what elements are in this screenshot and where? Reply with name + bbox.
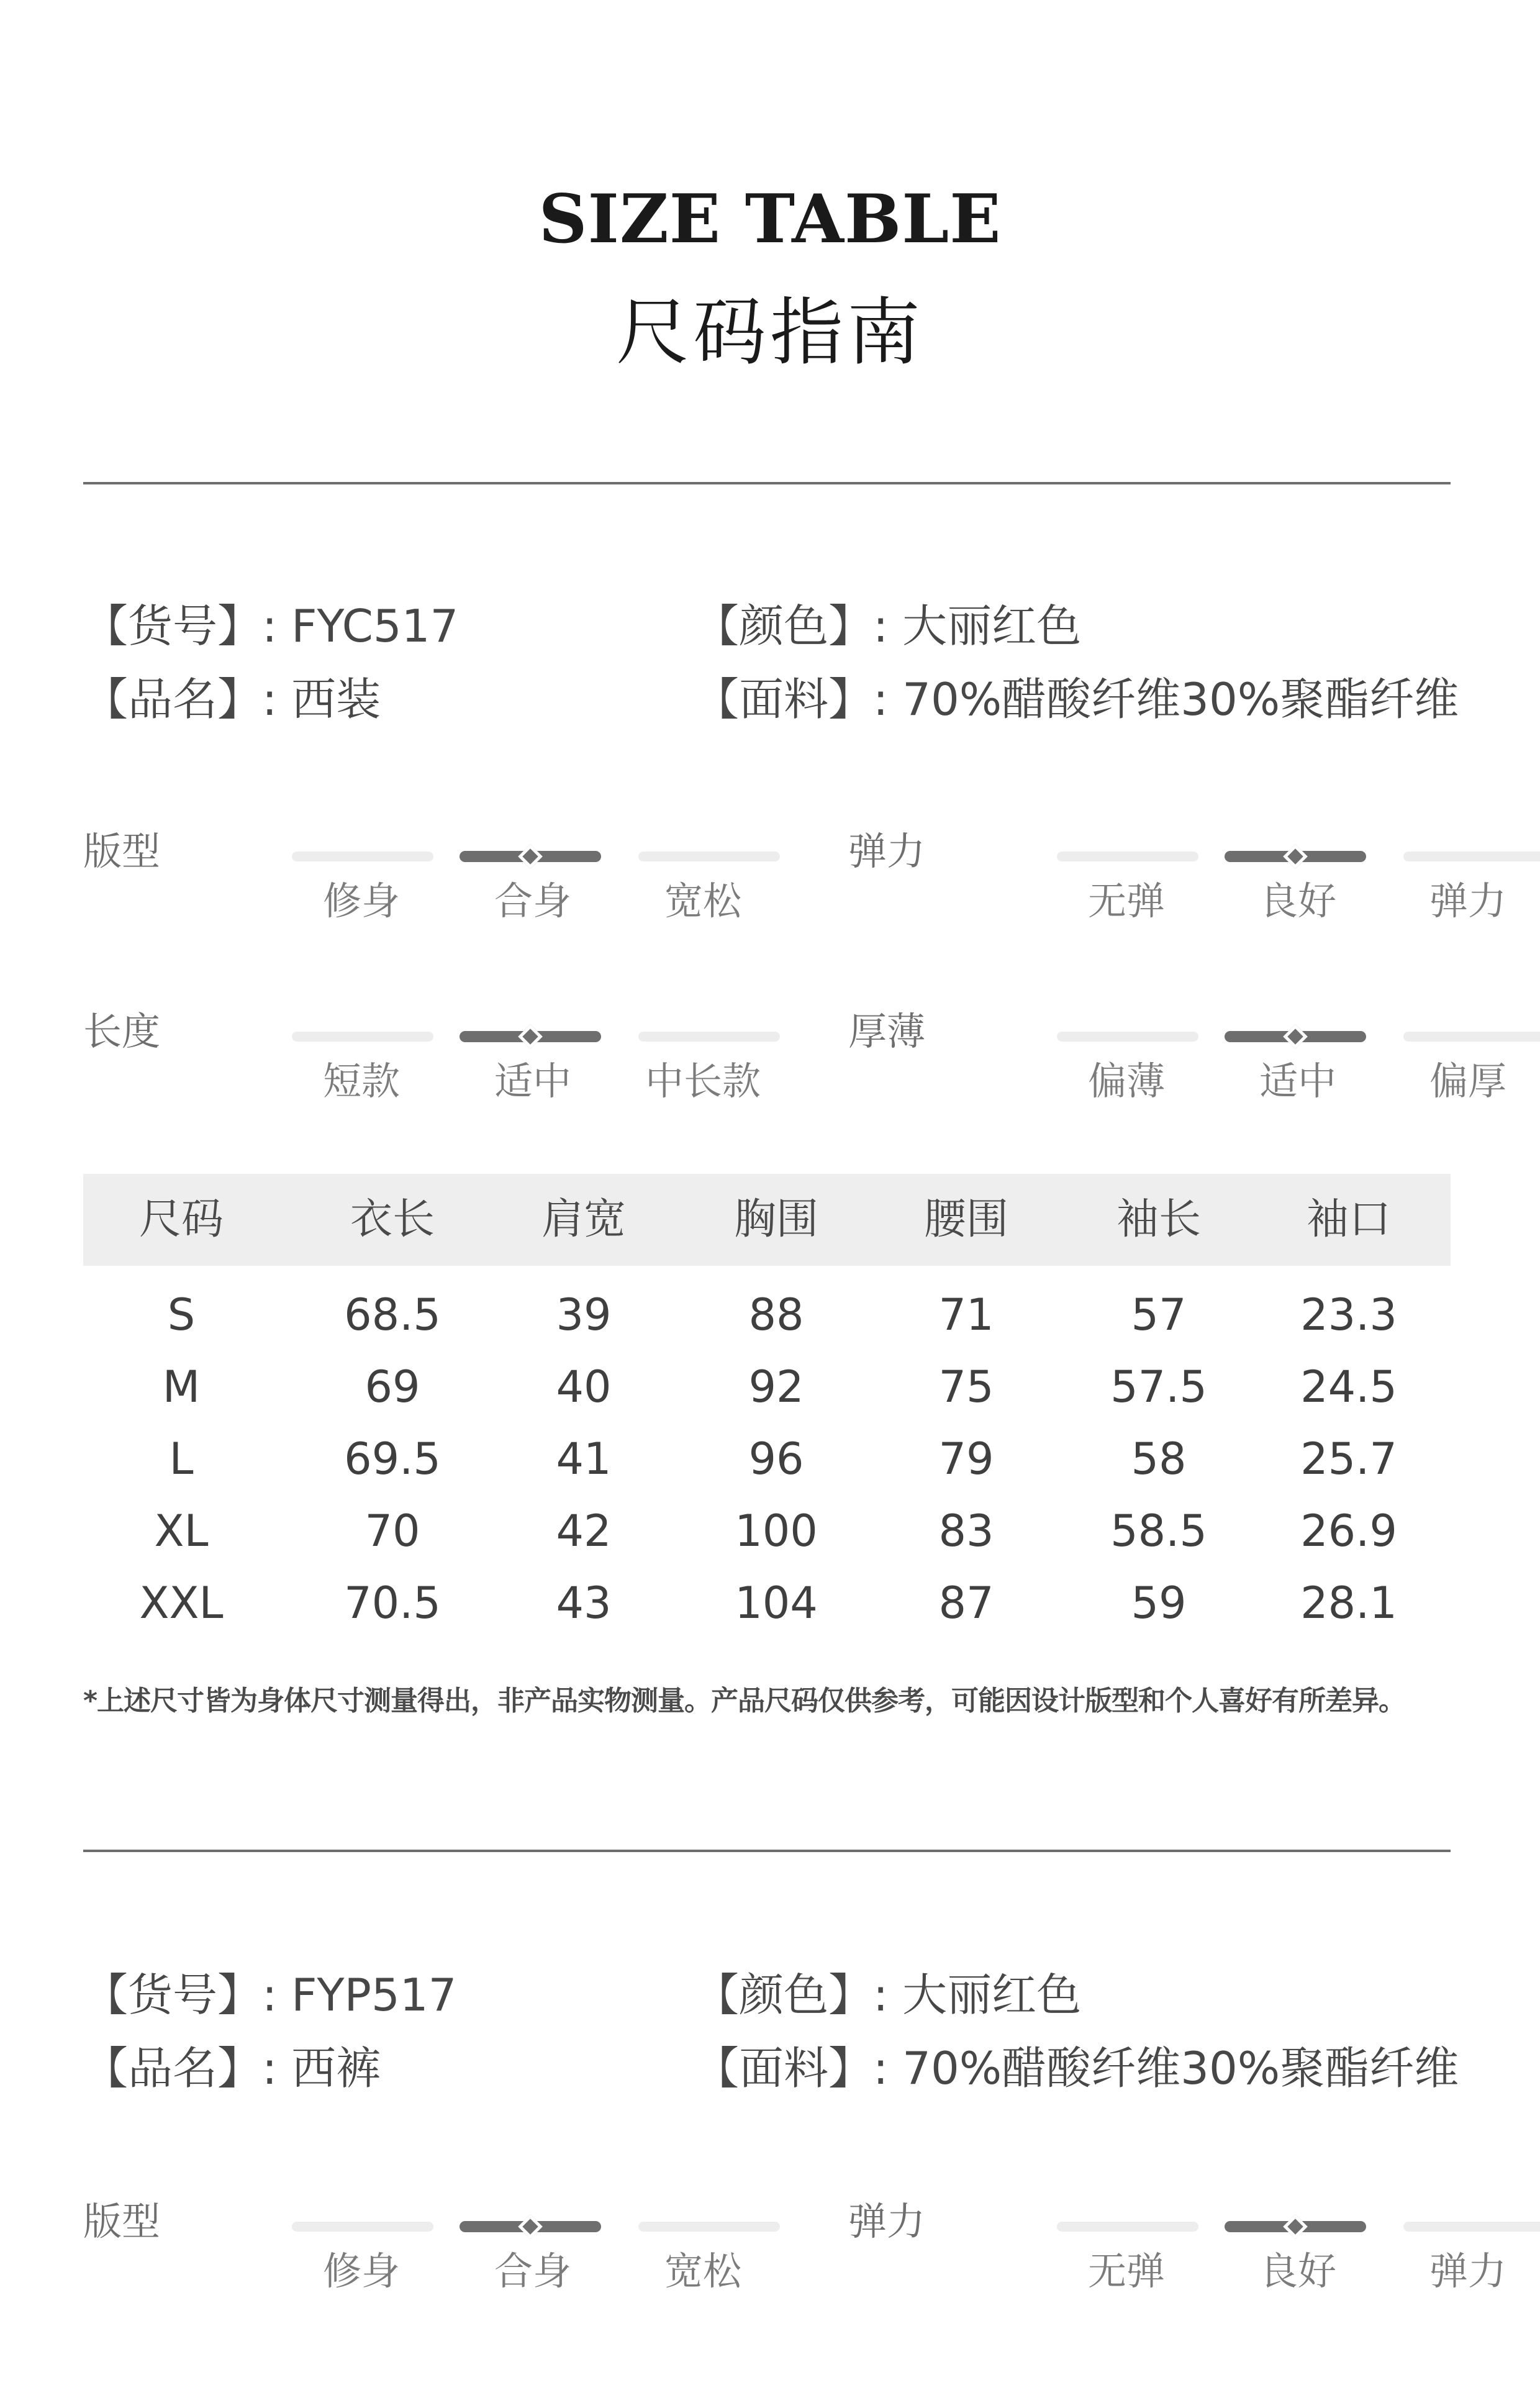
scale-option-label: 修身 <box>322 2248 400 2294</box>
scale-segment <box>292 852 433 861</box>
attribute-label: 弹力 <box>848 829 926 874</box>
page-title-zh: 尺码指南 <box>615 289 924 375</box>
table-row-size: XXL <box>139 1578 224 1629</box>
scale-marker-icon <box>1283 844 1308 869</box>
scale-segment <box>1403 852 1540 861</box>
table-row-size: L <box>169 1433 194 1484</box>
scale-option-label: 弹力 <box>1429 2248 1506 2294</box>
attribute-label: 厚薄 <box>848 1009 926 1054</box>
scale-segment <box>638 852 780 861</box>
scale-segment <box>638 2222 780 2232</box>
divider-middle <box>83 1850 1451 1852</box>
table-cell: 104 <box>735 1578 818 1629</box>
scale-option-label: 弹力 <box>1429 878 1506 924</box>
size-table-note: *上述尺寸皆为身体尺寸测量得出，非产品实物测量。产品尺码仅供参考，可能因设计版型和个人喜好有所差异。 <box>83 1685 1406 1717</box>
scale-option-label: 偏厚 <box>1429 1058 1506 1104</box>
attribute-label: 长度 <box>83 1009 161 1054</box>
table-cell: 26.9 <box>1300 1506 1397 1556</box>
table-cell: 100 <box>735 1506 818 1556</box>
product1-color: 【颜色】: 大丽红色 <box>694 600 1082 652</box>
scale-segment <box>292 1032 433 1042</box>
table-cell: 43 <box>556 1578 612 1629</box>
table-cell: 70.5 <box>344 1578 441 1629</box>
page-title-en: SIZE TABLE <box>538 180 1002 258</box>
divider-top <box>83 482 1451 484</box>
table-header-cell: 肩宽 <box>541 1195 626 1244</box>
table-cell: 57.5 <box>1110 1361 1207 1412</box>
product2-sku: 【货号】: FYP517 <box>83 1969 457 2021</box>
scale-marker-icon <box>518 844 543 869</box>
table-cell: 75 <box>938 1361 994 1412</box>
table-cell: 96 <box>748 1433 804 1484</box>
table-header-cell: 衣长 <box>350 1195 435 1244</box>
scale-segment <box>638 1032 780 1042</box>
attribute-label: 版型 <box>83 829 161 874</box>
table-cell: 58 <box>1131 1433 1187 1484</box>
scale-segment <box>292 2222 433 2232</box>
table-cell: 71 <box>938 1289 994 1340</box>
table-cell: 57 <box>1131 1289 1187 1340</box>
table-cell: 68.5 <box>344 1289 441 1340</box>
product2-name: 【品名】: 西裤 <box>83 2042 381 2094</box>
table-row-size: XL <box>154 1506 209 1556</box>
table-header-cell: 袖长 <box>1116 1195 1201 1244</box>
table-cell: 25.7 <box>1300 1433 1397 1484</box>
scale-marker-icon <box>1283 2214 1308 2239</box>
table-cell: 87 <box>938 1578 994 1629</box>
table-row-size: S <box>167 1289 196 1340</box>
scale-option-label: 良好 <box>1259 878 1336 924</box>
table-cell: 92 <box>748 1361 804 1412</box>
table-header-cell: 腰围 <box>923 1195 1008 1244</box>
scale-marker-icon <box>1283 1024 1308 1049</box>
table-cell: 24.5 <box>1300 1361 1397 1412</box>
scale-option-label: 合身 <box>494 878 571 924</box>
scale-option-label: 合身 <box>494 2248 571 2294</box>
scale-option-label: 偏薄 <box>1087 1058 1165 1104</box>
scale-option-label: 修身 <box>322 878 400 924</box>
product1-sku: 【货号】: FYC517 <box>83 600 459 652</box>
scale-option-label: 无弹 <box>1087 2248 1165 2294</box>
scale-segment <box>1057 852 1198 861</box>
scale-option-label: 短款 <box>322 1058 400 1104</box>
scale-segment <box>1403 2222 1540 2232</box>
scale-marker-icon <box>518 2214 543 2239</box>
table-row-size: M <box>162 1361 201 1412</box>
scale-marker-icon <box>518 1024 543 1049</box>
scale-option-label: 宽松 <box>664 2248 741 2294</box>
table-cell: 58.5 <box>1110 1506 1207 1556</box>
table-header-cell: 袖口 <box>1306 1195 1391 1244</box>
scale-option-label: 适中 <box>1259 1058 1336 1104</box>
table-cell: 42 <box>556 1506 612 1556</box>
scale-option-label: 中长款 <box>645 1058 761 1104</box>
table-cell: 41 <box>556 1433 612 1484</box>
table-cell: 23.3 <box>1300 1289 1397 1340</box>
table-cell: 70 <box>365 1506 420 1556</box>
table-cell: 83 <box>938 1506 994 1556</box>
table-cell: 88 <box>748 1289 804 1340</box>
table-cell: 79 <box>938 1433 994 1484</box>
scale-option-label: 无弹 <box>1087 878 1165 924</box>
product1-name: 【品名】: 西装 <box>83 673 381 725</box>
product2-fabric: 【面料】: 70%醋酸纤维30%聚酯纤维 <box>694 2042 1459 2094</box>
table-cell: 39 <box>556 1289 612 1340</box>
product1-fabric: 【面料】: 70%醋酸纤维30%聚酯纤维 <box>694 673 1459 725</box>
table-cell: 59 <box>1131 1578 1187 1629</box>
table-cell: 40 <box>556 1361 612 1412</box>
attribute-label: 弹力 <box>848 2199 926 2244</box>
scale-segment <box>1057 2222 1198 2232</box>
table-cell: 69 <box>365 1361 420 1412</box>
table-cell: 28.1 <box>1300 1578 1397 1629</box>
scale-option-label: 适中 <box>494 1058 571 1104</box>
scale-option-label: 宽松 <box>664 878 741 924</box>
scale-option-label: 良好 <box>1259 2248 1336 2294</box>
scale-segment <box>1403 1032 1540 1042</box>
table-header-cell: 胸围 <box>733 1195 818 1244</box>
attribute-label: 版型 <box>83 2199 161 2244</box>
table-header-cell: 尺码 <box>138 1195 224 1244</box>
scale-segment <box>1057 1032 1198 1042</box>
table-cell: 69.5 <box>344 1433 441 1484</box>
product2-color: 【颜色】: 大丽红色 <box>694 1969 1082 2021</box>
